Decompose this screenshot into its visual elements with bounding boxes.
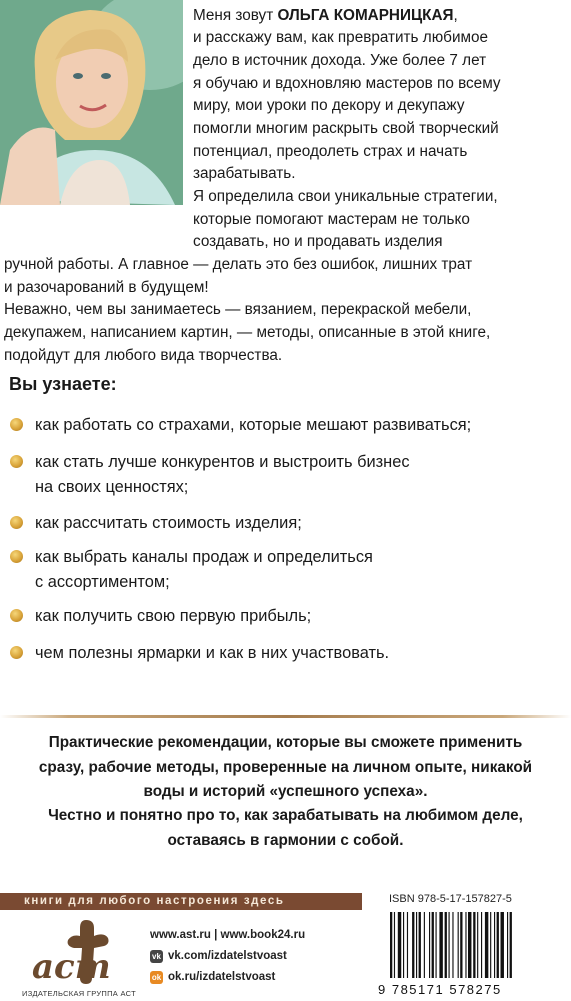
intro-line [193, 231, 443, 254]
intro-line [193, 5, 458, 28]
bullet-icon [10, 418, 23, 431]
bullet-icon [10, 455, 23, 468]
intro-line [193, 73, 501, 96]
barcode-bar [501, 912, 504, 978]
intro-text: и расскажу вам, как превратить любимое [193, 29, 489, 46]
barcode-bar [419, 912, 421, 978]
vk-icon: vk [150, 950, 163, 963]
barcode [376, 910, 566, 996]
author-photo [0, 0, 183, 205]
barcode-bar [465, 912, 466, 978]
barcode-bar [473, 912, 475, 978]
barcode-bar [432, 912, 434, 978]
promo-line: оставаясь в гармонии с собой. [167, 832, 404, 849]
barcode-bar [407, 912, 408, 978]
learn-item-text: как рассчитать стоимость изделия; [35, 514, 302, 532]
promo-line: сразу, рабочие методы, проверенные на личном опыте, никакой [38, 759, 533, 776]
intro-text: и разочарований в будущем! [4, 279, 209, 296]
intro-text: Неважно, чем вы занимаетесь — вязанием, перекраской мебели, [4, 301, 472, 318]
intro-text: создавать, но и продавать изделия [193, 233, 443, 250]
intro-text: ручной работы. А главное — делать это без ошибок, лишних трат [4, 256, 473, 273]
intro-line [193, 141, 467, 164]
barcode-bar [416, 912, 417, 978]
svg-text:аст: аст [32, 947, 111, 986]
barcode-bar [497, 912, 499, 978]
promo-line: Практические рекомендации, которые вы сможете применить [48, 734, 523, 751]
barcode-bar [403, 912, 404, 978]
barcode-bar [460, 912, 462, 978]
barcode-bar [394, 912, 395, 978]
intro-line [4, 254, 472, 277]
intro-line [193, 186, 498, 209]
barcode-bar [477, 912, 478, 978]
intro-line [4, 277, 209, 300]
intro-line [4, 345, 282, 368]
learn-item-text: как работать со страхами, которые мешают развиваться; [35, 416, 472, 434]
intro-line [193, 50, 486, 73]
learn-item-text: с ассортиментом; [35, 573, 170, 591]
barcode-bar [458, 912, 459, 978]
intro-text: , [453, 7, 458, 24]
barcode-bar [449, 912, 450, 978]
ok-link[interactable] [150, 967, 305, 988]
bullet-icon [10, 609, 23, 622]
barcode-bar [481, 912, 482, 978]
vk-link[interactable] [150, 946, 305, 967]
barcode-bar [510, 912, 512, 978]
learn-item-text: как получить свою первую прибыль; [35, 607, 312, 625]
barcode-bar [485, 912, 488, 978]
barcode-bar [452, 912, 453, 978]
publisher-links [150, 925, 305, 988]
bullet-icon [10, 550, 23, 563]
intro-line [4, 299, 471, 322]
sites-text: www.ast.ru | www.book24.ru [150, 929, 306, 941]
intro-line [193, 163, 295, 186]
barcode-bar [468, 912, 471, 978]
intro-text: зарабатывать. [193, 165, 296, 182]
barcode-bar [436, 912, 437, 978]
intro-line [193, 118, 499, 141]
ok-icon: ok [151, 973, 162, 982]
ok-text: ok.ru/izdatelstvoast [168, 971, 276, 983]
intro-text: Меня зовут [193, 7, 278, 24]
intro-line [4, 322, 490, 345]
barcode-bar [490, 912, 491, 978]
intro-text: потенциал, преодолеть страх и начать [193, 143, 468, 160]
intro-text: подойдут для любого вида творчества. [4, 347, 283, 364]
bullet-icon [10, 646, 23, 659]
section-title: Вы узнаете: [9, 374, 117, 394]
intro-line [193, 95, 464, 118]
isbn: ISBN 978-5-17-157827-5 [389, 893, 512, 905]
learn-item-text: на своих ценностях; [35, 478, 189, 496]
barcode-bar [424, 912, 425, 978]
vk-text: vk.com/izdatelstvoast [168, 950, 287, 962]
intro-text: миру, мои уроки по декору и декупажу [193, 97, 465, 114]
intro-text: декупажем, написанием картин, — методы, описанные в этой книге, [4, 324, 491, 341]
intro-line [193, 209, 470, 232]
barcode-bar [445, 912, 447, 978]
intro-text: я обучаю и вдохновляю мастеров по всему [193, 75, 501, 92]
promo-line: Честно и понятно про то, как зарабатывать на любимом деле, [48, 807, 523, 824]
intro-text: Я определила свои уникальные стратегии, [193, 188, 498, 205]
tagline: книги для любого настроения здесь [24, 895, 285, 907]
barcode-bar [412, 912, 414, 978]
ast-logo [28, 916, 128, 986]
promo-line: воды и историй «успешного успеха». [143, 783, 428, 800]
barcode-bar [439, 912, 442, 978]
learn-item-text: чем полезны ярмарки и как в них участвовать. [35, 644, 390, 662]
barcode-bar [398, 912, 401, 978]
barcode-bar [507, 912, 508, 978]
barcode-bar [494, 912, 495, 978]
barcode-bar [429, 912, 430, 978]
intro-text: помогли многим раскрыть свой творческий [193, 120, 499, 137]
bullet-icon [10, 516, 23, 529]
learn-item-text: как стать лучше конкурентов и выстроить бизнес [35, 453, 410, 471]
divider [0, 715, 571, 718]
learn-item-text: как выбрать каналы продаж и определиться [35, 548, 373, 566]
intro-text: дело в источник дохода. Уже более 7 лет [193, 52, 487, 69]
author-name: ОЛЬГА КОМАРНИЦКАЯ [277, 7, 454, 24]
barcode-digits: 9 785171 578275 [378, 982, 502, 996]
publisher-name: ИЗДАТЕЛЬСКАЯ ГРУППА АСТ [22, 989, 136, 998]
intro-line [193, 27, 488, 50]
barcode-bar [390, 912, 392, 978]
intro-text: которые помогают мастерам не только [193, 211, 470, 228]
website-links[interactable] [150, 925, 305, 946]
